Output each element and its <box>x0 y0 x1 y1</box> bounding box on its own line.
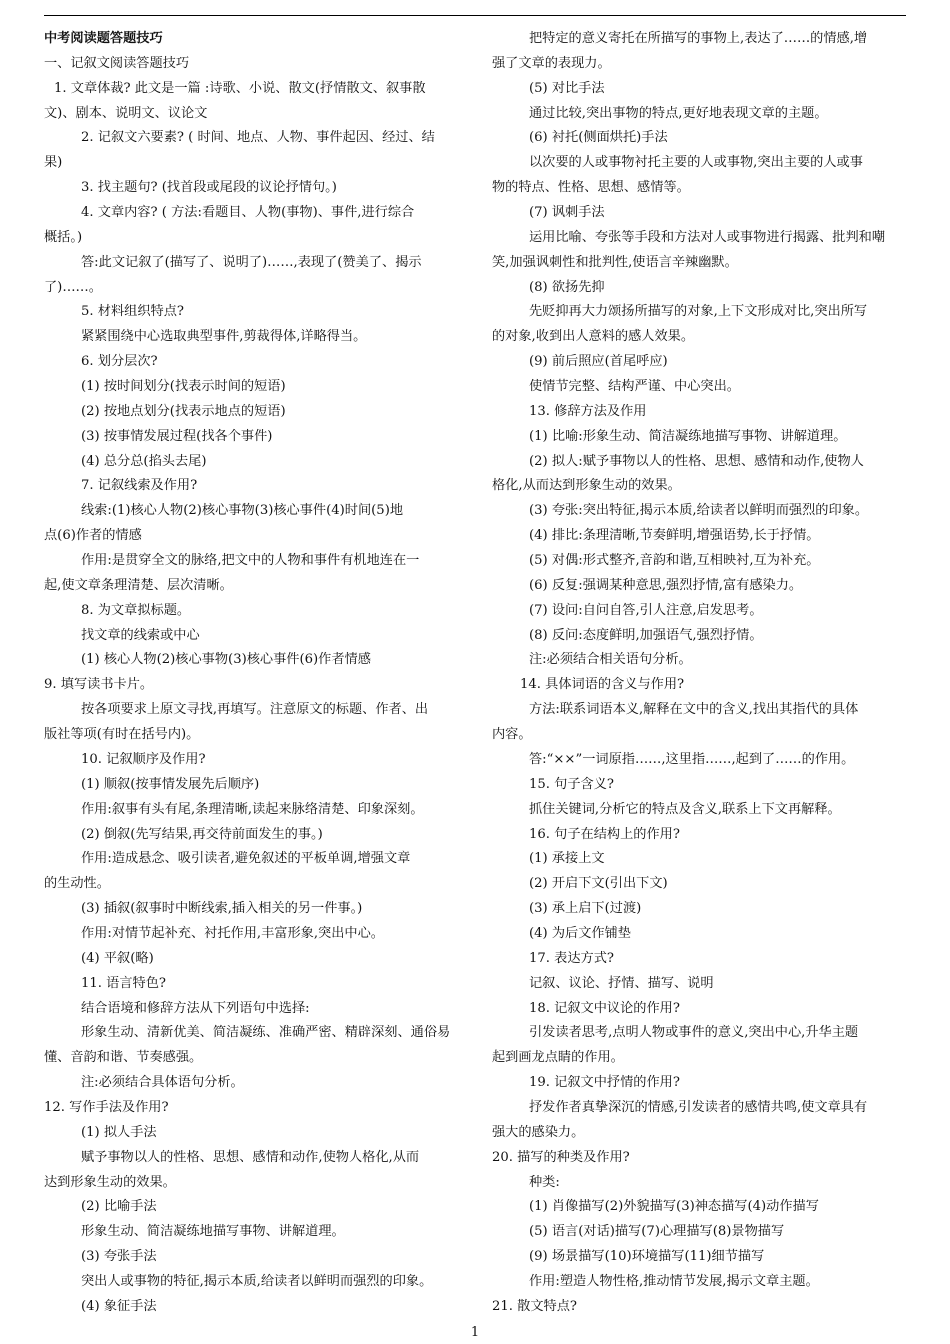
text-line: (4) 排比:条理清晰,节奏鲜明,增强语势,长于抒情。 <box>529 528 820 544</box>
text-line: 引发读者思考,点明人物或事件的意义,突出中心,升华主题 <box>529 1025 859 1041</box>
text-line: 18. 记叙文中议论的作用? <box>529 1000 680 1016</box>
text-line: (8) 欲扬先抑 <box>529 279 605 295</box>
text-line: 方法:联系词语本义,解释在文中的含义,找出其指代的具体 <box>529 702 859 718</box>
text-line: 了)……。 <box>44 279 102 295</box>
text-line: 紧紧围绕中心选取典型事件,剪裁得体,详略得当。 <box>81 329 367 345</box>
text-line: (4) 象征手法 <box>81 1298 157 1314</box>
text-line: 6. 划分层次? <box>81 354 158 370</box>
text-line: 3. 找主题句? (找首段或尾段的议论抒情句。) <box>81 180 337 196</box>
right-column <box>492 27 915 1320</box>
document-title: 中考阅读题答题技巧 <box>44 31 163 46</box>
text-line: 先贬抑再大力颂扬所描写的对象,上下文形成对比,突出所写 <box>529 304 868 320</box>
text-line: (1) 肖像描写(2)外貌描写(3)神态描写(4)动作描写 <box>529 1199 819 1215</box>
text-line: 的对象,收到出人意料的感人效果。 <box>492 329 695 345</box>
text-line: 种类: <box>529 1174 560 1190</box>
text-line: (2) 按地点划分(找表示地点的短语) <box>81 403 286 419</box>
text-line: 起,使文章条理清楚、层次清晰。 <box>44 577 233 593</box>
text-line: 作用:叙事有头有尾,条理清晰,读起来脉络清楚、印象深刻。 <box>81 801 424 817</box>
text-line: 21. 散文特点? <box>492 1298 577 1314</box>
text-line: (5) 语言(对话)描写(7)心理描写(8)景物描写 <box>529 1224 785 1240</box>
text-line: 文)、剧本、说明文、议论文 <box>44 105 208 121</box>
text-line: 以次要的人或事物衬托主要的人或事物,突出主要的人或事 <box>529 155 863 171</box>
text-line: (1) 核心人物(2)核心事物(3)核心事件(6)作者情感 <box>81 652 371 668</box>
text-line: (1) 按时间划分(找表示时间的短语) <box>81 379 286 395</box>
text-line: 形象生动、清新优美、简洁凝练、准确严密、精辟深刻、通俗易 <box>81 1025 451 1041</box>
text-line: (2) 开启下文(引出下文) <box>529 876 668 892</box>
text-line: 作用:塑造人物性格,推动情节发展,揭示文章主题。 <box>529 1273 819 1289</box>
text-line: 强大的感染力。 <box>492 1124 585 1140</box>
page-number: 1 <box>470 1325 480 1340</box>
text-line: 作用:是贯穿全文的脉络,把文中的人物和事件有机地连在一 <box>81 553 420 569</box>
text-line: (2) 拟人:赋予事物以人的性格、思想、感情和动作,使物人 <box>529 453 864 469</box>
text-line: (3) 夸张手法 <box>81 1249 157 1265</box>
text-line: 赋予事物以人的性格、思想、感情和动作,使物人格化,从而 <box>81 1149 420 1165</box>
text-line: 4. 文章内容? ( 方法:看题目、人物(事物)、事件,进行综合 <box>81 205 415 221</box>
text-line: 5. 材料组织特点? <box>81 304 184 320</box>
text-line: 达到形象生动的效果。 <box>44 1174 176 1190</box>
text-line: 注:必须结合相关语句分析。 <box>529 652 692 668</box>
text-line: 突出人或事物的特征,揭示本质,给读者以鲜明而强烈的印象。 <box>81 1273 433 1289</box>
text-line: 结合语境和修辞方法从下列语句中选择: <box>81 1000 310 1016</box>
text-line: 找文章的线索或中心 <box>81 627 200 643</box>
text-line: (1) 比喻:形象生动、简洁凝练地描写事物、讲解道理。 <box>529 428 847 444</box>
text-line: 点(6)作者的情感 <box>44 528 142 544</box>
text-line: 15. 句子含义? <box>529 776 614 792</box>
text-line: 把特定的意义寄托在所描写的事物上,表达了……的情感,增 <box>529 31 868 46</box>
text-line: (3) 承上启下(过渡) <box>529 901 642 917</box>
text-line: 懂、音韵和谐、节奏感强。 <box>44 1050 203 1066</box>
text-line: 1. 文章体裁? 此文是一篇 :诗歌、小说、散文(抒情散文、叙事散 <box>54 80 426 96</box>
text-line: (1) 拟人手法 <box>81 1124 157 1140</box>
text-line: 抓住关键词,分析它的特点及含义,联系上下文再解释。 <box>529 801 841 817</box>
text-line: 14. 具体词语的含义与作用? <box>520 677 685 693</box>
text-line: 2. 记叙文六要素? ( 时间、地点、人物、事件起因、经过、结 <box>81 130 435 146</box>
text-line: 概括。) <box>44 229 83 245</box>
text-line: (8) 反问:态度鲜明,加强语气,强烈抒情。 <box>529 627 763 643</box>
text-line: (4) 平叙(略) <box>81 950 154 966</box>
text-line: (4) 为后文作铺垫 <box>529 925 631 941</box>
text-line: (3) 插叙(叙事时中断线索,插入相关的另一件事。) <box>81 901 363 917</box>
text-line: 8. 为文章拟标题。 <box>81 602 191 618</box>
text-line: (3) 夸张:突出特征,揭示本质,给读者以鲜明而强烈的印象。 <box>529 503 869 519</box>
text-line: 答:“××”一词原指……,这里指……,起到了……的作用。 <box>529 751 855 767</box>
text-line: 按各项要求上原文寻找,再填写。注意原文的标题、作者、出 <box>81 702 429 718</box>
text-line: 7. 记叙线索及作用? <box>81 478 198 494</box>
text-line: (6) 衬托(侧面烘托)手法 <box>529 130 668 146</box>
text-line: 17. 表达方式? <box>529 950 614 966</box>
text-line: (9) 前后照应(首尾呼应) <box>529 354 668 370</box>
text-line: 格化,从而达到形象生动的效果。 <box>492 478 681 494</box>
text-line: (2) 倒叙(先写结果,再交待前面发生的事。) <box>81 826 323 842</box>
text-line: (1) 承接上文 <box>529 851 605 867</box>
text-line: 的生动性。 <box>44 876 110 892</box>
text-line: (9) 场景描写(10)环境描写(11)细节描写 <box>529 1249 765 1265</box>
text-line: 抒发作者真挚深沉的情感,引发读者的感情共鸣,使文章具有 <box>529 1099 868 1115</box>
text-line: 果) <box>44 155 63 171</box>
text-line: (3) 按事情发展过程(找各个事件) <box>81 428 273 444</box>
text-line: 通过比较,突出事物的特点,更好地表现文章的主题。 <box>529 105 828 121</box>
text-line: 使情节完整、结构严谨、中心突出。 <box>529 379 740 395</box>
text-line: (6) 反复:强调某种意思,强烈抒情,富有感染力。 <box>529 577 803 593</box>
text-line: 13. 修辞方法及作用 <box>529 403 647 419</box>
text-line: 注:必须结合具体语句分析。 <box>81 1075 244 1091</box>
text-line: 线索:(1)核心人物(2)核心事物(3)核心事件(4)时间(5)地 <box>81 503 404 519</box>
text-line: (4) 总分总(掐头去尾) <box>81 453 207 469</box>
header-rule <box>44 15 906 16</box>
text-line: 20. 描写的种类及作用? <box>492 1149 630 1165</box>
text-line: (5) 对偶:形式整齐,音韵和谐,互相映衬,互为补充。 <box>529 553 820 569</box>
text-line: (7) 设问:自问自答,引人注意,启发思考。 <box>529 602 763 618</box>
text-line: 物的特点、性格、思想、感情等。 <box>492 180 690 196</box>
text-line: 9. 填写读书卡片。 <box>44 677 154 693</box>
text-line: 强了文章的表现力。 <box>492 55 611 71</box>
text-line: 作用:对情节起补充、衬托作用,丰富形象,突出中心。 <box>81 925 384 941</box>
text-line: 内容。 <box>492 727 532 743</box>
text-line: 笑,加强讽刺性和批判性,使语言辛辣幽默。 <box>492 254 738 270</box>
text-line: 版社等项(有时在括号内)。 <box>44 727 200 743</box>
left-column <box>44 27 462 1320</box>
text-line: 起到画龙点睛的作用。 <box>492 1050 624 1066</box>
text-line: 形象生动、简洁凝练地描写事物、讲解道理。 <box>81 1224 345 1240</box>
text-line: 12. 写作手法及作用? <box>44 1099 169 1115</box>
text-line: 答:此文记叙了(描写了、说明了)……,表现了(赞美了、揭示 <box>81 254 422 270</box>
text-line: 运用比喻、夸张等手段和方法对人或事物进行揭露、批判和嘲 <box>529 229 886 245</box>
text-line: 11. 语言特色? <box>81 975 166 991</box>
text-line: 记叙、议论、抒情、描写、说明 <box>529 975 714 991</box>
text-line: 19. 记叙文中抒情的作用? <box>529 1075 680 1091</box>
text-line: 10. 记叙顺序及作用? <box>81 751 206 767</box>
text-line: (5) 对比手法 <box>529 80 605 96</box>
text-line: 一、记叙文阅读答题技巧 <box>44 55 190 71</box>
text-line: (7) 讽刺手法 <box>529 205 605 221</box>
text-line: (1) 顺叙(按事情发展先后顺序) <box>81 776 260 792</box>
text-line: (2) 比喻手法 <box>81 1199 157 1215</box>
text-line: 作用:造成悬念、吸引读者,避免叙述的平板单调,增强文章 <box>81 851 411 867</box>
text-line: 16. 句子在结构上的作用? <box>529 826 680 842</box>
